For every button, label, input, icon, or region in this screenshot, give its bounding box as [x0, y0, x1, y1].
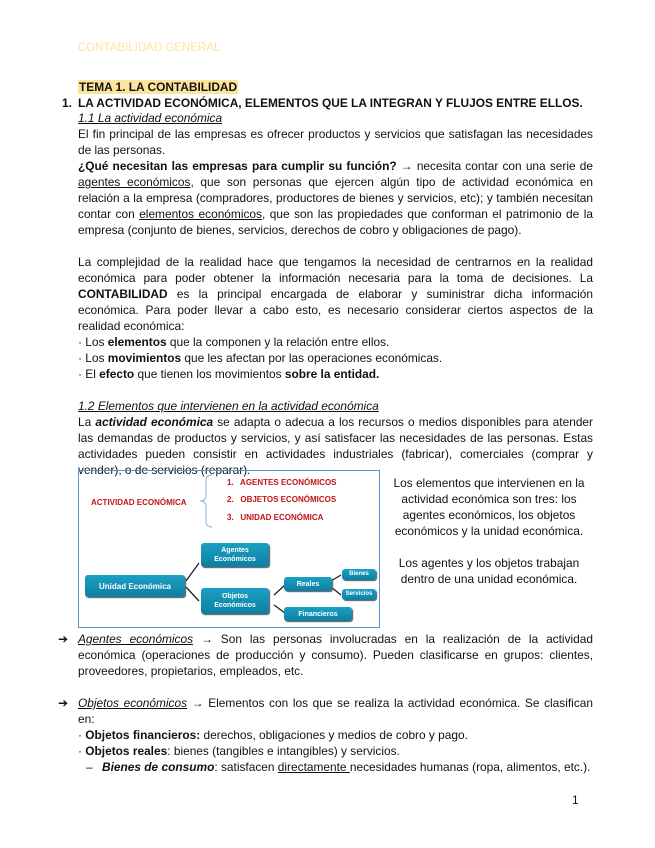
node-financieros: Financieros	[284, 607, 352, 621]
diagram-root-label: ACTIVIDAD ECONÓMICA	[91, 498, 187, 507]
node-bienes: Bienes	[342, 569, 376, 580]
diagram-item: 1. AGENTES ECONÓMICOS	[227, 478, 337, 487]
node-servicios: Servicios	[342, 589, 376, 600]
topic-title: TEMA 1. LA CONTABILIDAD	[79, 80, 238, 94]
paragraph: ¿Qué necesitan las empresas para cumplir su función? → necesita contar con una serie de agentes económicos, que son personas que ejercen algún tipo de actividad económica en relación a la empresa (compradores, productores de bienes y servicios, etc); y también necesitan contar con elementos económicos, que son las propiedades que conforman el patrimonio de la empresa (conjunto de bienes, servicios, derechos de cobro y obligaciones de pago).	[78, 159, 593, 237]
bullet: · El efecto que tienen los movimientos sobre la entidad.	[78, 367, 380, 381]
agentes-bullet: ➔ Agentes económicos → Son las personas involucradas en la realización de la actividad económica (operaciones de producción y consumo). Pueden clasificarse en grupos: clientes, proveedores, propietarios, empleados, etc.	[58, 632, 593, 678]
side-note: Los elementos que intervienen en la actividad económica son tres: los agentes económicos, los objetos económicos y la unidad económica.	[393, 476, 585, 538]
node-unidad-economica: Unidad Económica	[85, 575, 185, 597]
subheading: 1.2 Elementos que intervienen en la actividad económica	[78, 399, 379, 413]
node-reales: Reales	[284, 577, 332, 591]
subheading: 1.1 La actividad económica	[78, 111, 223, 125]
diagram	[78, 470, 380, 628]
paragraph: La actividad económica se adapta o adecua a los recursos o medios disponibles para atender las demandas de productos y servicios, y así satisfacer las necesidades de las personas. Estas actividades pueden consistir en actividades industriales (fabricar), comerciales (comprar y vender), o de servicios (reparar).	[78, 415, 594, 477]
bullet: · Los elementos que la componen y la relación entre ellos.	[78, 335, 390, 349]
page-header: CONTABILIDAD GENERAL	[78, 42, 221, 54]
page-number: 1	[572, 793, 579, 807]
section-1-1	[78, 110, 593, 478]
objetos-bullet: ➔ Objetos económicos → Elementos con los que se realiza la actividad económica. Se clasifican en: · Objetos financieros: derechos, obligaciones y medios de cobro y pago. · Objetos reales: bienes (tangibles e intangibles) y servicios. – Bienes de consumo: satisfacen directamente necesidades humanas (ropa, alimentos, etc.).	[58, 696, 593, 774]
node-objetos: Objetos Económicos	[201, 588, 269, 614]
paragraph: La complejidad de la realidad hace que tengamos la necesidad de centrarnos en la realidad económica para poder obtener la información necesaria para la toma de decisiones. La CONTABILIDAD es la principal encargada de elaborar y suministrar dicha información económica. Para poder llevar a cabo esto, es necesario considerar ciertos aspectos de la realidad económica:	[78, 255, 593, 333]
bullet: · Los movimientos que les afectan por las operaciones económicas.	[78, 351, 443, 365]
diagram-item: 3. UNIDAD ECONÓMICA	[227, 513, 324, 522]
section-heading: 1. LA ACTIVIDAD ECONÓMICA, ELEMENTOS QUE LA INTEGRAN Y FLUJOS ENTRE ELLOS.	[62, 96, 583, 110]
diagram-item: 2. OBJETOS ECONÓMICOS	[227, 495, 337, 504]
paragraph: El fin principal de las empresas es ofrecer productos y servicios que satisfagan las necesidades de las personas.	[78, 127, 593, 157]
side-note: Los agentes y los objetos trabajan dentro de una unidad económica.	[398, 556, 580, 586]
node-agentes: Agentes Económicos	[201, 543, 269, 567]
